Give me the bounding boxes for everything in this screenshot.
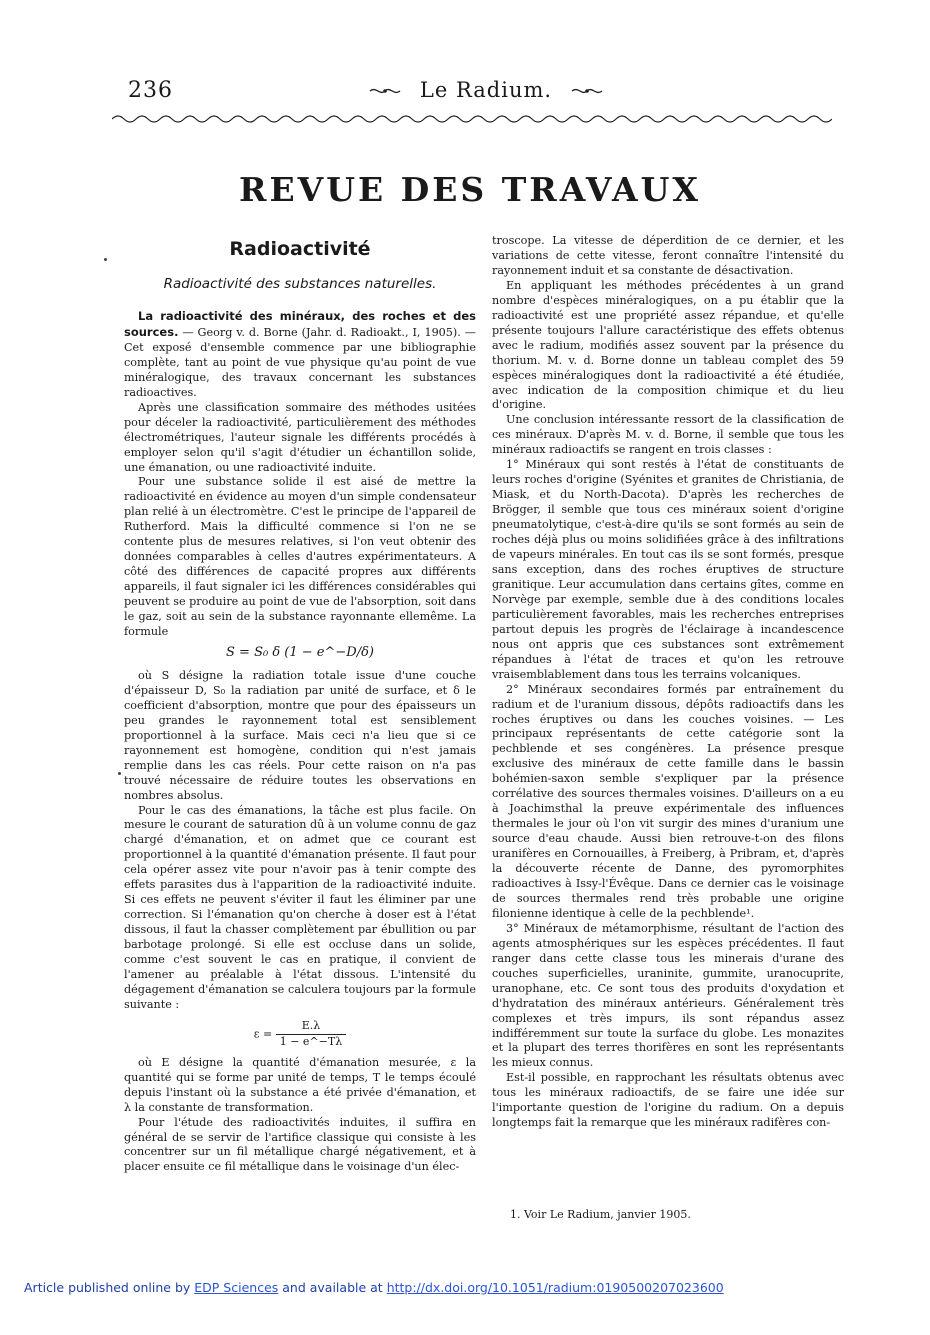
paragraph: Une conclusion intéressante ressort de la classification de ces minéraux. D'après M. v. d. Borne, il semble que tous les minéraux radioactifs se rangent en trois classes : [492, 413, 844, 457]
paragraph: En appliquant les méthodes précédentes à un grand nombre d'espèces minéralogiques, on a pu établir que la radioactivité est une propriété assez répandue, et qu'elle présente toujours l'allure caractéristique des effets obtenus avec le radium, modifiés assez souvent par la présence du thorium. M. v. d. Borne donne un tableau complet des 59 espèces minéralogiques dont la radioactivité a été étudiée, avec indication de la composition chimique et du lieu d'origine. [492, 278, 844, 412]
formula-numerator: E.λ [276, 1019, 346, 1035]
paragraph: où S désigne la radiation totale issue d'une couche d'épaisseur D, S₀ la radiation par unité de surface, et δ le coefficient d'absorption, montre que pour des épaisseurs un peu grandes le rayonnement total est sensiblement proportionnel à la surface. Mais ceci n'a lieu que si ce rayonnement est homogène, condition qui n'est jamais remplie dans les cas réels. Pour cette raison on n'a pas trouvé nécessaire de réduire toutes les observations en nombres absolus. [124, 668, 476, 802]
article-heading: La radioactivité des minéraux, des roches et des sources. [124, 309, 476, 339]
paragraph: 1° Minéraux qui sont restés à l'état de constituants de leurs roches d'origine (Syénites et granites de Christiania, de Miask, et du North-Dacota). D'après les recherches de Brögger, il semble que tous ces minéraux soient d'origine pneumatolytique, c'est-à-dire qu'ils se sont formés au sein de roches déjà plus ou moins solidifiées grâce à des infiltrations de vapeurs minérales. En tout cas ils se sont formés, presque sans exception, dans des roches éruptives de structure granitique. Leur accumulation dans certains gîtes, comme en Norvège par exemple, semble due à des conditions locales particulièrement favorables, mais les recherches entreprises partout depuis les progrès de l'éclairage à incandescence nous ont appris que ces substances sont extrêmement répandues à l'état de traces et qu'on les retrouve vraisemblablement dans tous les terrains volcaniques. [492, 458, 844, 681]
footnote: 1. Voir Le Radium, janvier 1905. [510, 1208, 691, 1221]
main-title: REVUE DES TRAVAUX [239, 170, 701, 209]
page-number: 236 [128, 78, 173, 103]
formula-absorption: S = S₀ δ (1 − e^−D/δ) [226, 644, 374, 660]
paragraph: Après une classification sommaire des méthodes usitées pour déceler la radioactivité, particulièrement des méthodes électrométriques, l'auteur signale les différents procédés à employer selon qu'il s'agit d'étudier un échantillon solide, une émanation, ou une radioactivité induite. [124, 400, 476, 474]
paragraph: 2° Minéraux secondaires formés par entraînement du radium et de l'uranium dissous, dépôts radioactifs dans les roches éruptives ou dans les couches voisines. — Les principaux représentants de cette catégorie sont la pechblende et ses congénères. La présence presque exclusive des minéraux de cette famille dans le bassin bohémien-saxon semble s'expliquer par la présence corrélative des sources thermales voisines. D'ailleurs on a eu à Joachimsthal la preuve expérimentale des influences thermales le jour où l'on vit surgir des mines d'uranium une source d'eau chaude. Aussi bien retrouve-t-on des filons uranifères en Cornouailles, à Freiberg, à Pribram, et, d'après la découverte récente de Danne, des pyromorphites radioactives à Issy-l'Évêque. Dans ce dernier cas le voisinage de sources thermales rend très probable une origine filonienne identique à celle de la pechblende¹. [492, 682, 844, 920]
article-paragraph [124, 309, 476, 401]
formula-emanation [124, 1019, 476, 1050]
paragraph: Est-il possible, en rapprochant les résultats obtenus avec tous les minéraux radioactifs, de se faire une idée sur l'importante question de l'origine du radium. On a depuis longtemps fait la remarque que les minéraux radifères con- [492, 1071, 844, 1130]
paragraph: Pour le cas des émanations, la tâche est plus facile. On mesure le courant de saturation dû à un volume connu de gaz chargé d'émanation, et on admet que ce courant est proportionnel à la quantité d'émanation présente. Il faut pour cela opérer assez vite pour n'avoir pas à tenir compte des effets parasites dus à l'apparition de la radioactivité induite. Si ces effets ne peuvent s'éviter il faut les éliminer par une correction. Si l'émanation qu'on cherche à doser est à l'état dissous, il faut la chasser complètement par ébullition ou par barbotage prolongé. Si elle est occluse dans un solide, comme c'est souvent le cas en pratique, il convient de l'amener au préalable à l'état dissous. L'intensité du dégagement d'émanation se calculera toujours par la formule suivante : [124, 803, 476, 1011]
right-column [492, 234, 844, 1131]
doi-link[interactable]: http://dx.doi.org/10.1051/radium:0190500207023600 [386, 1280, 724, 1295]
ornament-right-icon [570, 84, 604, 100]
paragraph: troscope. La vitesse de déperdition de ce dernier, et les variations de cette vitesse, feront connaître l'intensité du rayonnement induit et sa constante de désactivation. [492, 234, 844, 277]
formula-lhs: ε = [253, 1027, 273, 1041]
formula-denominator: 1 − e^−Tλ [279, 1034, 343, 1048]
section-title: Radioactivité [229, 238, 371, 260]
paragraph: Pour une substance solide il est aisé de mettre la radioactivité en évidence au moyen d'un simple condensateur plan relié à un électromètre. C'est le principe de l'appareil de Rutherford. Mais la difficulté commence si l'on ne se contente plus de mesures relatives, si l'on veut obtenir des données comparables à celles d'autres expérimentateurs. A côté des différences de capacité propres aux différents appareils, il faut signaler ici les différences considérables qui peuvent se produire au point de vue de l'absorption, soit dans le gaz, soit au sein de la substance rayonnante ellemême. La formule [124, 475, 476, 639]
publication-footer [24, 1280, 724, 1295]
stray-dot [118, 772, 121, 775]
paragraph: 3° Minéraux de métamorphisme, résultant de l'action des agents atmosphériques sur les espèces précédentes. Il faut ranger dans cette classe tous les minerais d'urane des couches superficielles, uraninite, gummite, uranocuprite, uranophane, etc. Ce sont tous des produits d'oxydation et d'hydratation des minéraux antérieurs. Généralement très complexes et très impurs, ils sont répandus assez indifféremment sur toute la surface du globe. Les monazites et la plupart des terres thorifères en sont les représentants les mieux connus. [492, 921, 844, 1070]
footer-prefix: Article published online by [24, 1280, 195, 1295]
publisher-link[interactable]: EDP Sciences [194, 1280, 279, 1295]
stray-dot [104, 258, 107, 261]
footer-middle: and available at [278, 1280, 387, 1295]
paragraph: Pour l'étude des radioactivités induites, il suffira en général de se servir de l'artifice classique qui consiste à les concentrer sur un fil métallique chargé négativement, et à placer ensuite ce fil métallique dans le voisinage d'un élec- [124, 1115, 476, 1174]
journal-name: Le Radium. [419, 78, 553, 102]
left-column [124, 309, 476, 1175]
ornament-left-icon [368, 84, 402, 100]
article-text: Cet exposé d'ensemble commence par une bibliographie complète, tant au point de vue physique qu'au point de vue minéralogique, des travaux concernant les substances radioactives. [124, 340, 476, 399]
subsection-title: Radioactivité des substances naturelles. [163, 276, 437, 292]
wavy-rule-divider [112, 112, 832, 126]
page-header [128, 78, 844, 108]
paragraph: où E désigne la quantité d'émanation mesurée, ε la quantité qui se forme par unité de temps, T le temps écoulé depuis l'instant où la substance a été privée d'émanation, et λ la constante de transformation. [124, 1055, 476, 1114]
article-author: — Georg v. d. Borne (Jahr. d. Radioakt., I, 1905). — [178, 325, 476, 339]
